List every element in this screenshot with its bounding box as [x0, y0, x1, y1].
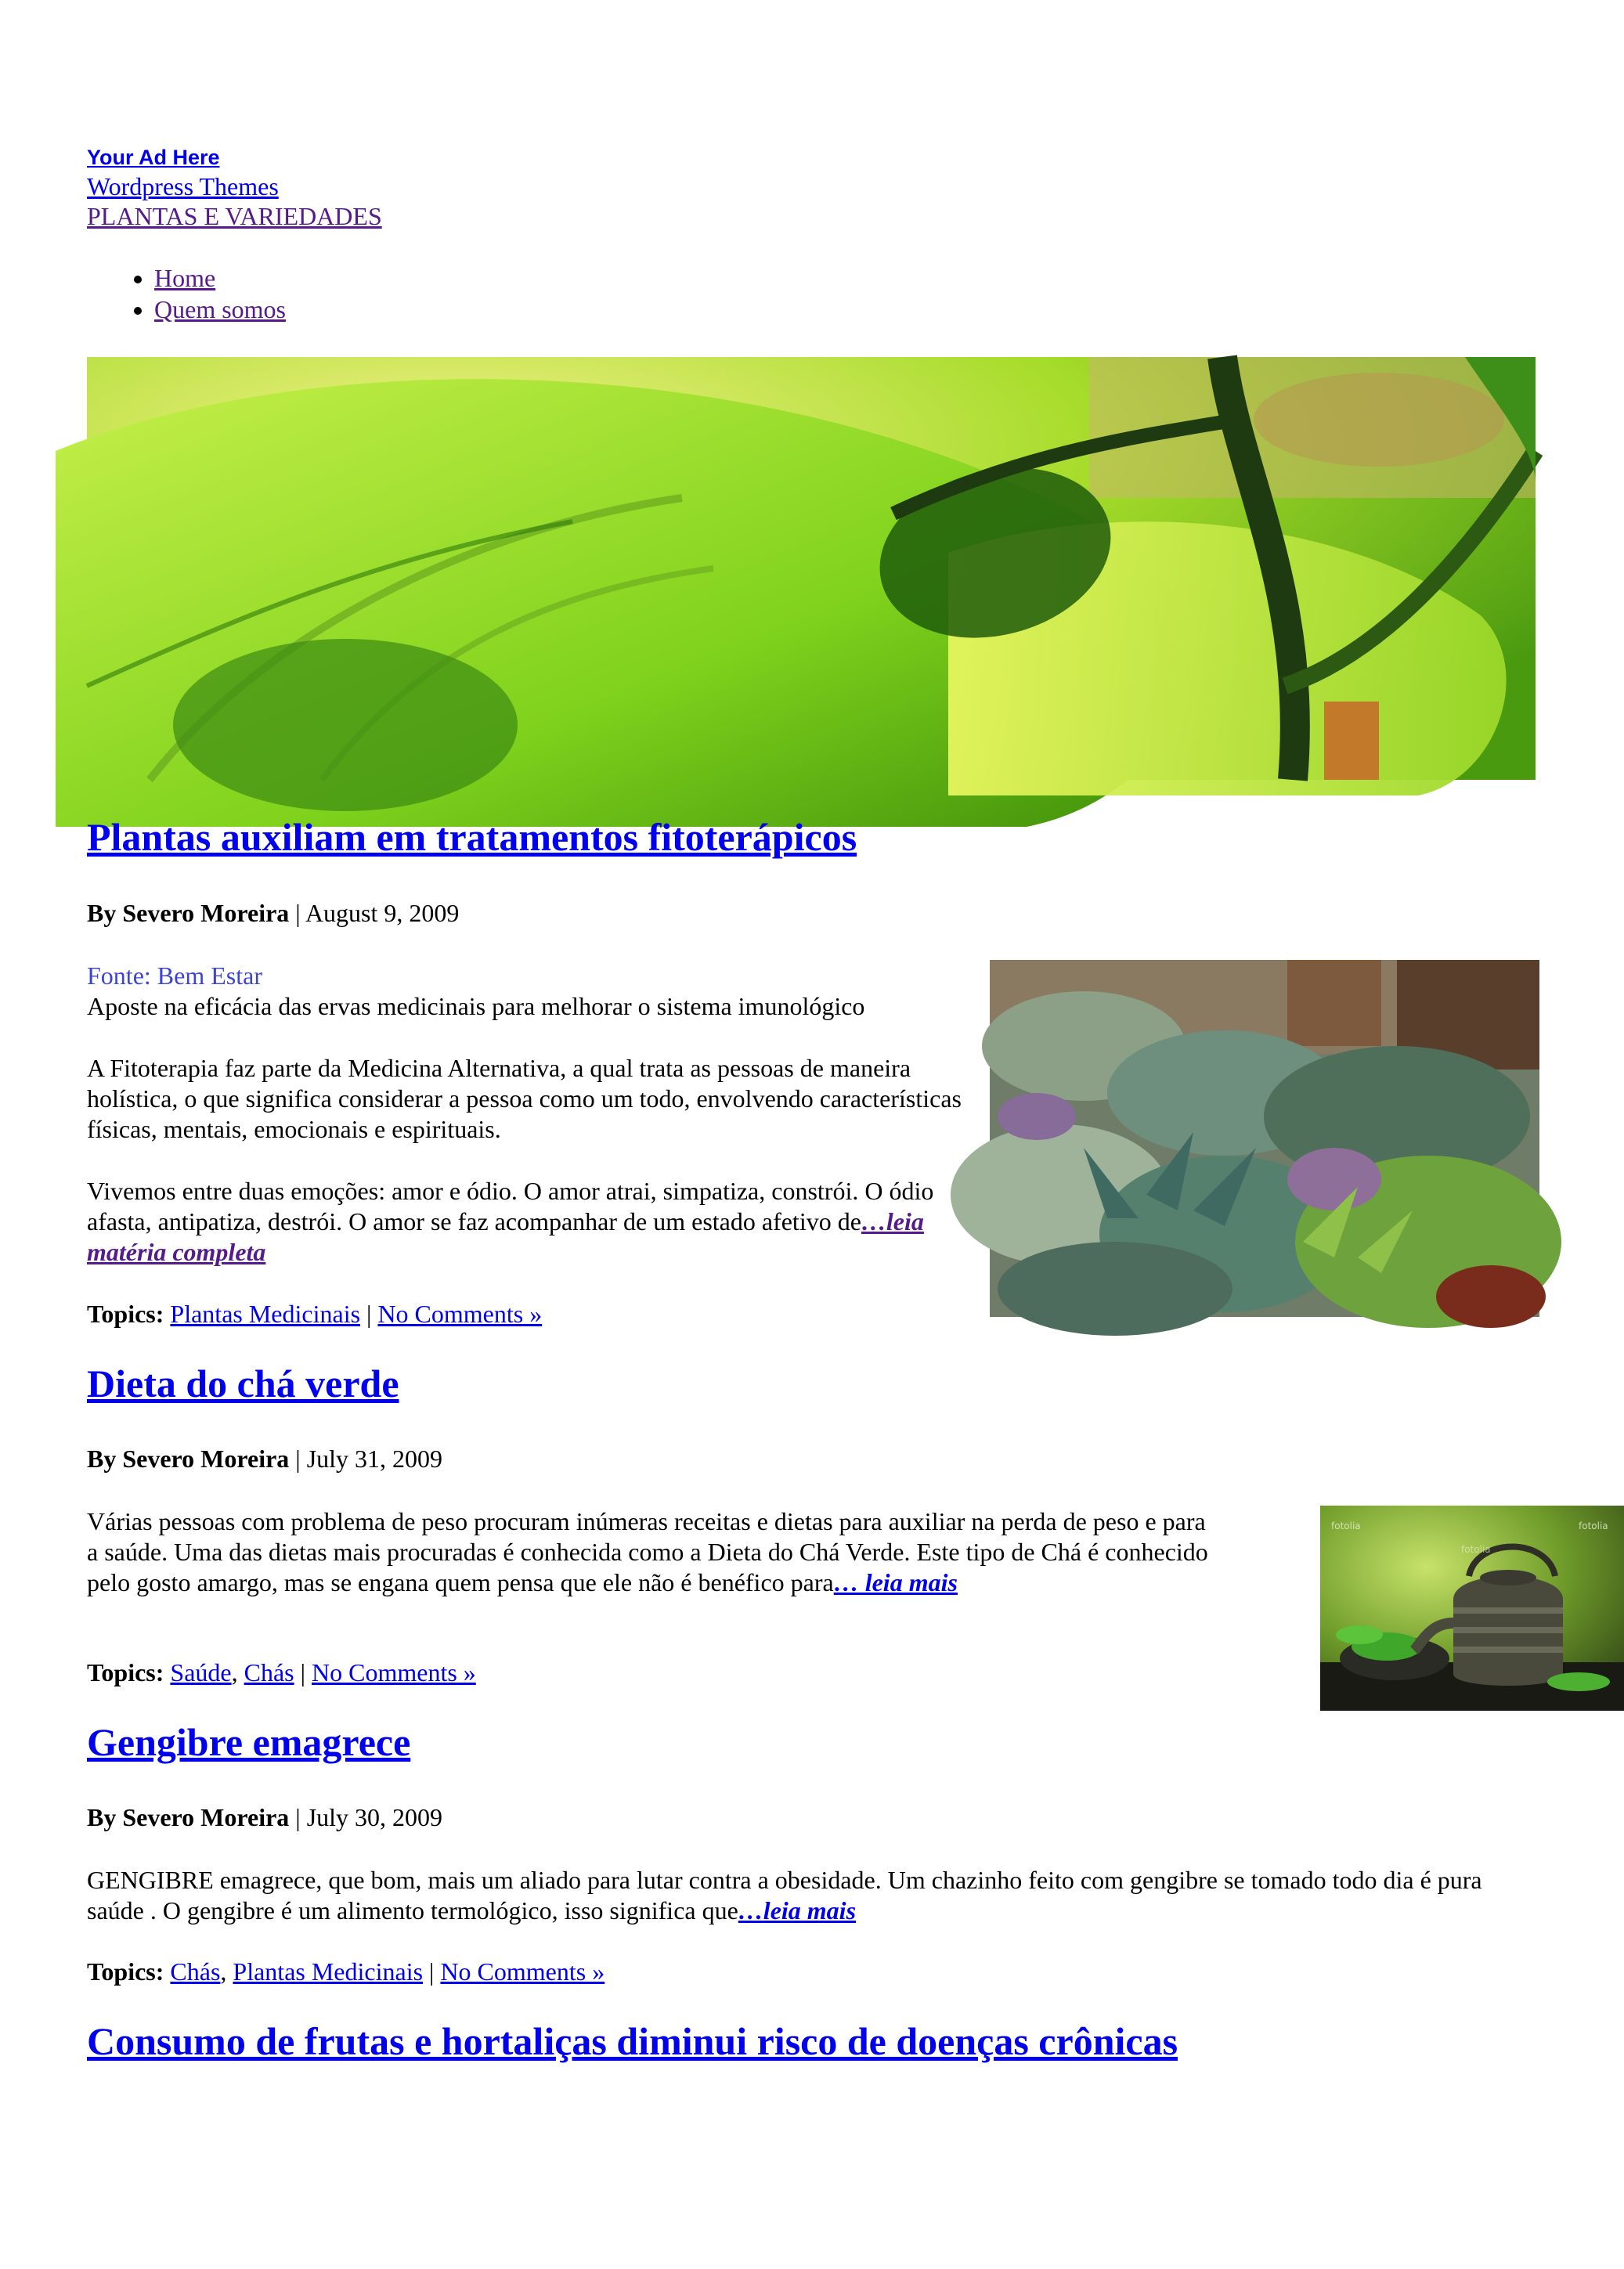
topic-separator: , — [220, 1957, 227, 1986]
post-paragraph — [87, 1506, 1214, 1598]
post-body-3 — [87, 1865, 1536, 1926]
topics-label: Topics: — [87, 1658, 164, 1686]
post-image-succulents — [990, 960, 1539, 1317]
leaf-banner-graphic — [87, 357, 1536, 780]
teapot-graphic — [1320, 1506, 1624, 1711]
topics-label: Topics: — [87, 1957, 164, 1986]
post-title-link-1[interactable]: Plantas auxiliam em tratamentos fitoterápicos — [87, 815, 857, 859]
watermark-text: fotolia — [1461, 1544, 1491, 1555]
nav-link-quem-somos[interactable]: Quem somos — [154, 295, 286, 323]
post-author: Severo Moreira — [122, 1445, 290, 1473]
post-image-teapot — [1320, 1506, 1624, 1711]
site-title-link[interactable]: PLANTAS E VARIEDADES — [87, 202, 382, 230]
post-topics-1 — [87, 1300, 542, 1329]
post-paragraph-text: GENGIBRE emagrece, que bom, mais um aliado para lutar contra a obesidade. Um chazinho feito com gengibre se tomado todo dia é pura saúde . O gengibre é um alimento termológico, isso significa que — [87, 1866, 1482, 1925]
ad-link[interactable]: Your Ad Here — [87, 146, 220, 169]
read-more-link-1[interactable]: …leia matéria completa — [87, 1207, 924, 1266]
comment-separator: | — [300, 1658, 306, 1686]
post-paragraph — [87, 1865, 1536, 1926]
post-byline-1 — [87, 899, 459, 928]
post-author: Severo Moreira — [122, 1803, 290, 1831]
post-byline-3 — [87, 1803, 442, 1832]
post-lead: Aposte na eficácia das ervas medicinais para melhorar o sistema imunológico — [87, 992, 865, 1020]
nav-link-home[interactable]: Home — [154, 264, 216, 292]
post-byline-2 — [87, 1445, 442, 1474]
post-date: July 30, 2009 — [306, 1803, 443, 1831]
post-topics-2 — [87, 1658, 476, 1687]
read-more-link-2[interactable]: … leia mais — [833, 1568, 958, 1596]
byline-separator: | — [295, 1803, 301, 1831]
comments-link-1[interactable]: No Comments » — [377, 1300, 543, 1328]
post-title-link-4[interactable]: Consumo de frutas e hortaliças diminui risco de doenças crônicas — [87, 2019, 1178, 2063]
topic-link[interactable]: Chás — [170, 1957, 221, 1986]
post-paragraph-text: Várias pessoas com problema de peso procuram inúmeras receitas e dietas para auxiliar na perda de peso e para a saúde. Uma das dietas mais procuradas é conhecida como a Dieta do Chá Verde. Este tipo de Chá é conhecido pelo gosto amargo, mas se engana quem pensa que ele não é benéfico para — [87, 1507, 1208, 1596]
topic-link[interactable]: Plantas Medicinais — [170, 1300, 361, 1328]
post-title-2 — [87, 1361, 399, 1406]
main-nav — [87, 262, 286, 325]
comments-link-2[interactable]: No Comments » — [312, 1658, 476, 1686]
topic-link[interactable]: Saúde — [170, 1658, 232, 1686]
post-date: August 9, 2009 — [305, 899, 460, 927]
comment-separator: | — [429, 1957, 435, 1986]
comments-link-3[interactable]: No Comments » — [440, 1957, 605, 1986]
byline-prefix: By — [87, 1445, 117, 1473]
post-paragraph — [87, 1176, 964, 1268]
post-title-3 — [87, 1719, 410, 1765]
post-title-1 — [87, 814, 857, 860]
byline-separator: | — [295, 899, 301, 927]
read-more-link-3[interactable]: …leia mais — [738, 1896, 857, 1925]
watermark-text: fotolia — [1331, 1520, 1361, 1531]
nav-item-quem-somos — [154, 294, 286, 325]
post-source: Fonte: Bem Estar — [87, 961, 262, 990]
post-paragraph-text: Vivemos entre duas emoções: amor e ódio. O amor atrai, simpatiza, constrói. O ódio afasta, antipatiza, destrói. O amor se faz acompanhar de um estado afetivo de — [87, 1177, 934, 1236]
nav-item-home — [154, 262, 286, 294]
topic-link[interactable]: Chás — [244, 1658, 294, 1686]
post-title-4 — [87, 2018, 1178, 2064]
byline-separator: | — [295, 1445, 301, 1473]
topics-label: Topics: — [87, 1300, 164, 1328]
byline-prefix: By — [87, 899, 117, 927]
wordpress-themes-link[interactable]: Wordpress Themes — [87, 172, 279, 200]
topic-link[interactable]: Plantas Medicinais — [233, 1957, 424, 1986]
watermark-text: fotolia — [1579, 1520, 1608, 1531]
succulents-graphic — [990, 960, 1539, 1317]
post-date: July 31, 2009 — [306, 1445, 443, 1473]
post-body-2 — [87, 1506, 1214, 1598]
post-title-link-3[interactable]: Gengibre emagrece — [87, 1720, 411, 1764]
post-paragraph: A Fitoterapia faz parte da Medicina Alternativa, a qual trata as pessoas de maneira holística, o que significa considerar a pessoa como um todo, envolvendo características físicas, mentais, emocionais e espirituais. — [87, 1054, 962, 1143]
comment-separator: | — [366, 1300, 372, 1328]
header-banner-image — [87, 357, 1536, 780]
post-body-1 — [87, 961, 964, 1268]
post-author: Severo Moreira — [122, 899, 290, 927]
byline-prefix: By — [87, 1803, 117, 1831]
topic-separator: , — [231, 1658, 238, 1686]
post-title-link-2[interactable]: Dieta do chá verde — [87, 1362, 399, 1405]
post-topics-3 — [87, 1957, 604, 1986]
